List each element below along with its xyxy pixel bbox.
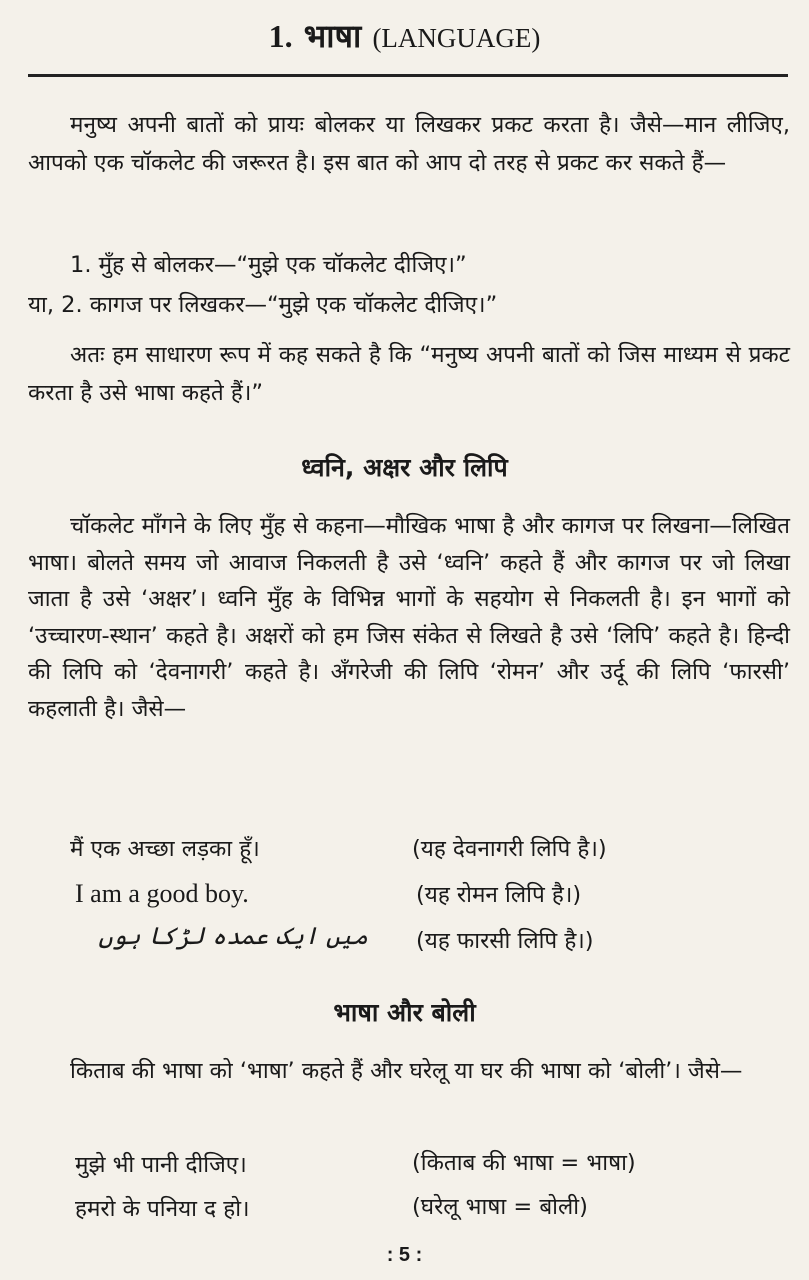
section-paragraph-dhvani: चॉकलेट माँगने के लिए मुँह से कहना—मौखिक भाषा है और कागज पर लिखना—लिखित भाषा। बोलते समय जो आवाज निकलती है उसे ‘ध्वनि’ कहते हैं और कागज पर जो लिखा जाता है उसे ‘अक्षर’। ध्वनि मुँह के विभिन्न भागों के सहयोग से निकलती है। इन भागों को ‘उच्चारण-स्थान’ कहते है। अक्षरों को हम जिस संकेत से लिखते है उसे ‘लिपि’ कहते है। हिन्दी की लिपि को ‘देवनागरी’ कहते है। अँगरेजी की लिपि ‘रोमन’ और उर्दू की लिपि ‘फारसी’ कहलाती है। जैसे— — [28, 513, 790, 722]
intro-example-1: 1. मुँह से बोलकर—“मुझे एक चॉकलेट दीजिए।” — [70, 252, 467, 278]
example-bhasha-note: (किताब की भाषा = भाषा) — [412, 1150, 636, 1176]
section-heading-bhasha-boli: भाषा और बोली — [333, 998, 476, 1027]
intro-paragraph: मनुष्य अपनी बातों को प्रायः बोलकर या लिखकर प्रकट करता है। जैसे—मान लीजिए, आपको एक चॉकलेट की जरूरत है। इस बात को आप दो तरह से प्रकट कर सकते हैं— — [28, 112, 790, 176]
chapter-title — [0, 14, 809, 57]
example-farsi-note: (यह फारसी लिपि है।) — [416, 928, 594, 954]
section-paragraph-bhasha-boli: किताब की भाषा को ‘भाषा’ कहते हैं और घरेलू या घर की भाषा को ‘बोली’। जैसे— — [70, 1058, 743, 1084]
chapter-title-english: (LANGUAGE) — [372, 23, 541, 53]
example-roman-note: (यह रोमन लिपि है।) — [416, 882, 582, 908]
chapter-title-hindi: भाषा — [303, 17, 362, 55]
example-farsi-sentence: میں ایک عمدہ لڑکا ہوں — [98, 922, 368, 950]
example-devanagari-note: (यह देवनागरी लिपि है।) — [412, 836, 607, 862]
chapter-number: 1. — [268, 18, 293, 54]
example-boli-note: (घरेलू भाषा = बोली) — [412, 1194, 588, 1220]
intro-example-2: या, 2. कागज पर लिखकर—“मुझे एक चॉकलेट दीजिए।” — [28, 292, 498, 318]
title-underline — [28, 74, 788, 77]
example-boli-sentence: हमरो के पनिया द हो। — [75, 1196, 250, 1222]
intro-conclusion: अतः हम साधारण रूप में कह सकते है कि “मनुष्य अपनी बातों को जिस माध्यम से प्रकट करता है उसे भाषा कहते हैं।” — [28, 342, 790, 406]
page-number: : 5 : — [386, 1244, 423, 1266]
example-bhasha-sentence: मुझे भी पानी दीजिए। — [75, 1152, 247, 1178]
example-roman-sentence: I am a good boy. — [75, 879, 249, 908]
example-devanagari-sentence: मैं एक अच्छा लड़का हूँ। — [70, 836, 260, 862]
section-heading-dhvani: ध्वनि, अक्षर और लिपि — [301, 453, 508, 482]
